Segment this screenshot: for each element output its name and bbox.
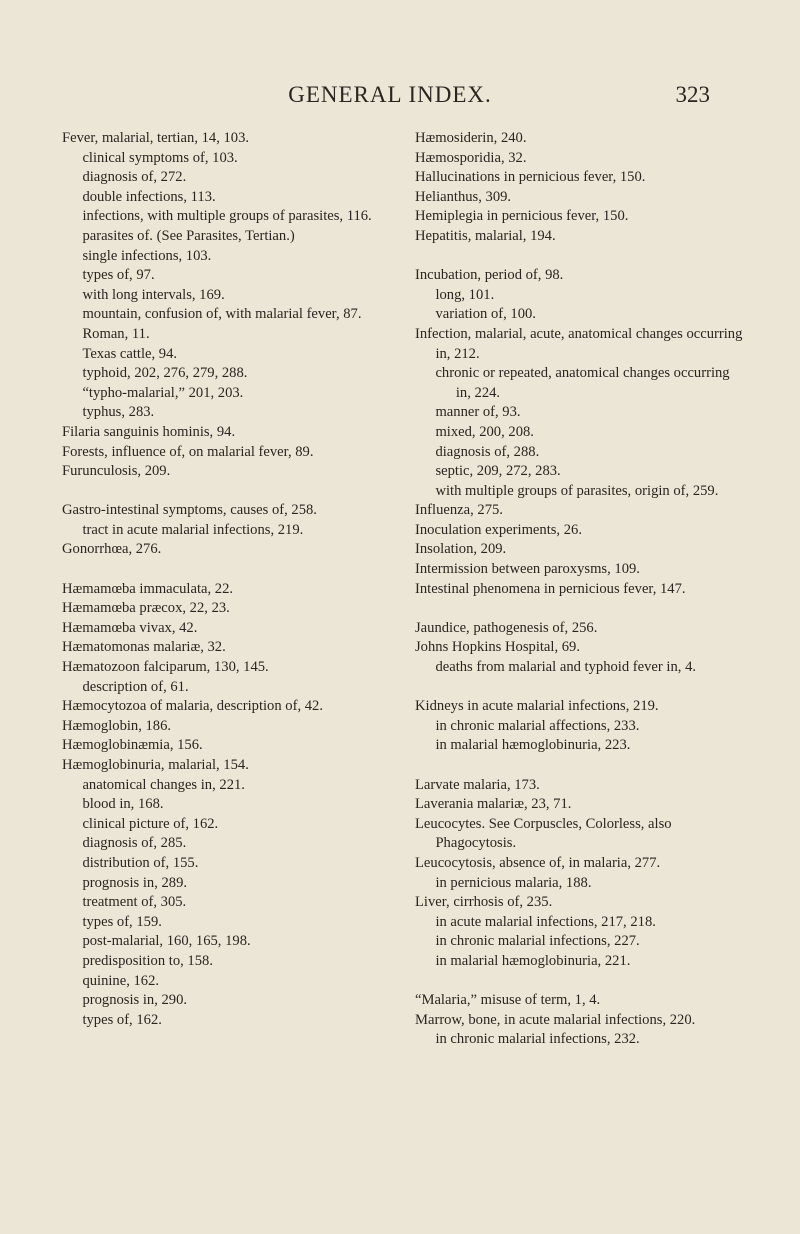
index-entry: Laverania malariæ, 23, 71. (415, 796, 572, 813)
index-subentry: parasites of. (See Parasites, Tertian.) (82, 227, 295, 244)
index-subentry: types of, 162. (82, 1011, 162, 1028)
running-header (70, 82, 710, 112)
index-entry: Hæmamœba vivax, 42. (62, 619, 198, 636)
index-subentry: variation of, 100. (435, 306, 536, 323)
index-subentry: description of, 61. (82, 678, 189, 695)
index-subentry: predisposition to, 158. (82, 952, 213, 969)
index-subentry: prognosis in, 289. (82, 874, 188, 891)
index-entry: Hepatitis, malarial, 194. (415, 227, 556, 244)
index-entry: Leucocytes. See Corpuscles, Colorless, also Phagocytosis. (415, 815, 672, 852)
index-entry: Hæmocytozoa of malaria, description of, 42. (62, 698, 323, 715)
section-gap (62, 482, 397, 502)
index-subentry: blood in, 168. (82, 796, 164, 813)
index-subentry: chronic or repeated, anatomical changes occurring in, 224. (435, 365, 730, 401)
index-entry: Filaria sanguinis hominis, 94. (62, 423, 236, 440)
index-entry: Insolation, 209. (415, 541, 507, 558)
index-entry: Hæmoglobin, 186. (62, 717, 172, 734)
index-entry: Kidneys in acute malarial infections, 219. (415, 698, 659, 715)
index-entry: Hæmosiderin, 240. (415, 130, 527, 146)
index-entry: Johns Hopkins Hospital, 69. (415, 639, 580, 656)
index-subentry: diagnosis of, 285. (82, 835, 187, 852)
index-entry: Hæmamœba præcox, 22, 23. (62, 600, 230, 617)
index-entry: Furunculosis, 209. (62, 463, 171, 480)
index-subentry: in acute malarial infections, 217, 218. (435, 913, 656, 930)
index-subentry: mixed, 200, 208. (435, 423, 534, 440)
section-gap (415, 972, 745, 992)
index-entry: Jaundice, pathogenesis of, 256. (415, 619, 598, 636)
index-entry: Hæmoglobinuria, malarial, 154. (62, 757, 249, 773)
index-entry: Infection, malarial, acute, anatomical changes occurring in, 212. (415, 325, 743, 362)
index-subentry: “typho-malarial,” 201, 203. (82, 384, 244, 401)
index-entry: Hæmatomonas malariæ, 32. (62, 639, 226, 656)
index-entry: Inoculation experiments, 26. (415, 521, 582, 538)
index-subentry: septic, 209, 272, 283. (435, 463, 561, 480)
index-entry: Hemiplegia in pernicious fever, 150. (415, 208, 629, 225)
index-entry: Hæmatozoon falciparum, 130, 145. (62, 659, 269, 676)
index-entry: Larvate malaria, 173. (415, 776, 540, 793)
index-subentry: clinical symptoms of, 103. (82, 149, 238, 166)
index-entry: Intermission between paroxysms, 109. (415, 561, 640, 578)
index-subentry: prognosis in, 290. (82, 992, 188, 1009)
index-column-left (62, 129, 397, 1030)
index-subentry: post-malarial, 160, 165, 198. (82, 933, 251, 950)
index-subentry: diagnosis of, 288. (435, 443, 540, 460)
section-gap (62, 560, 397, 580)
index-subentry: in chronic malarial affections, 233. (435, 717, 640, 734)
index-subentry: clinical picture of, 162. (82, 815, 219, 832)
index-subentry: deaths from malarial and typhoid fever in, 4. (435, 659, 697, 676)
index-subentry: long, 101. (435, 286, 495, 303)
index-entry: Hæmamœba immaculata, 22. (62, 580, 234, 597)
index-subentry: in pernicious malaria, 188. (435, 874, 592, 891)
index-subentry: quinine, 162. (82, 972, 160, 989)
section-gap (415, 599, 745, 619)
index-subentry: tract in acute malarial infections, 219. (82, 521, 304, 538)
index-entry: Hallucinations in pernicious fever, 150. (415, 169, 646, 186)
section-gap (415, 678, 745, 698)
index-column-right (415, 129, 745, 1050)
index-subentry: single infections, 103. (82, 247, 212, 264)
page-number: 323 (675, 82, 710, 107)
index-entry: Forests, influence of, on malarial fever, 89. (62, 443, 314, 460)
index-entry: Gastro-intestinal symptoms, causes of, 258. (62, 502, 317, 519)
index-subentry: typhus, 283. (82, 404, 155, 421)
index-subentry: manner of, 93. (435, 404, 521, 421)
index-entry: “Malaria,” misuse of term, 1, 4. (415, 992, 601, 1009)
running-head-title: GENERAL INDEX. (288, 82, 492, 107)
index-subentry: in malarial hæmoglobinuria, 223. (435, 737, 631, 754)
index-subentry: in chronic malarial infections, 227. (435, 933, 640, 950)
index-entry: Gonorrhœa, 276. (62, 541, 162, 558)
index-subentry: with multiple groups of parasites, origin of, 259. (435, 482, 719, 499)
index-subentry: in chronic malarial infections, 232. (435, 1031, 640, 1048)
index-subentry: with long intervals, 169. (82, 286, 225, 303)
index-entry: Intestinal phenomena in pernicious fever, 147. (415, 580, 686, 597)
index-subentry: diagnosis of, 272. (82, 169, 187, 186)
index-entry: Marrow, bone, in acute malarial infections, 220. (415, 1011, 696, 1028)
index-entry: Liver, cirrhosis of, 235. (415, 894, 553, 911)
index-subentry: in malarial hæmoglobinuria, 221. (435, 952, 631, 969)
index-subentry: types of, 97. (82, 267, 155, 284)
index-subentry: types of, 159. (82, 913, 162, 930)
section-gap (415, 247, 745, 267)
index-subentry: Texas cattle, 94. (82, 345, 178, 362)
index-subentry: Roman, 11. (82, 325, 150, 342)
index-subentry: anatomical changes in, 221. (82, 776, 245, 793)
index-subentry: treatment of, 305. (82, 894, 187, 911)
index-entry: Fever, malarial, tertian, 14, 103. (62, 130, 250, 146)
index-entry: Hæmoglobinæmia, 156. (62, 737, 203, 754)
index-entry: Helianthus, 309. (415, 188, 512, 205)
index-subentry: infections, with multiple groups of parasites, 116. (82, 208, 372, 225)
index-entry: Incubation, period of, 98. (415, 267, 564, 284)
index-entry: Hæmosporidia, 32. (415, 149, 527, 166)
index-subentry: double infections, 113. (82, 188, 216, 205)
section-gap (415, 756, 745, 776)
index-subentry: distribution of, 155. (82, 854, 199, 871)
index-entry: Leucocytosis, absence of, in malaria, 277. (415, 854, 661, 871)
index-entry: Influenza, 275. (415, 502, 503, 519)
index-subentry: mountain, confusion of, with malarial fever, 87. (82, 306, 362, 323)
index-subentry: typhoid, 202, 276, 279, 288. (82, 365, 248, 382)
